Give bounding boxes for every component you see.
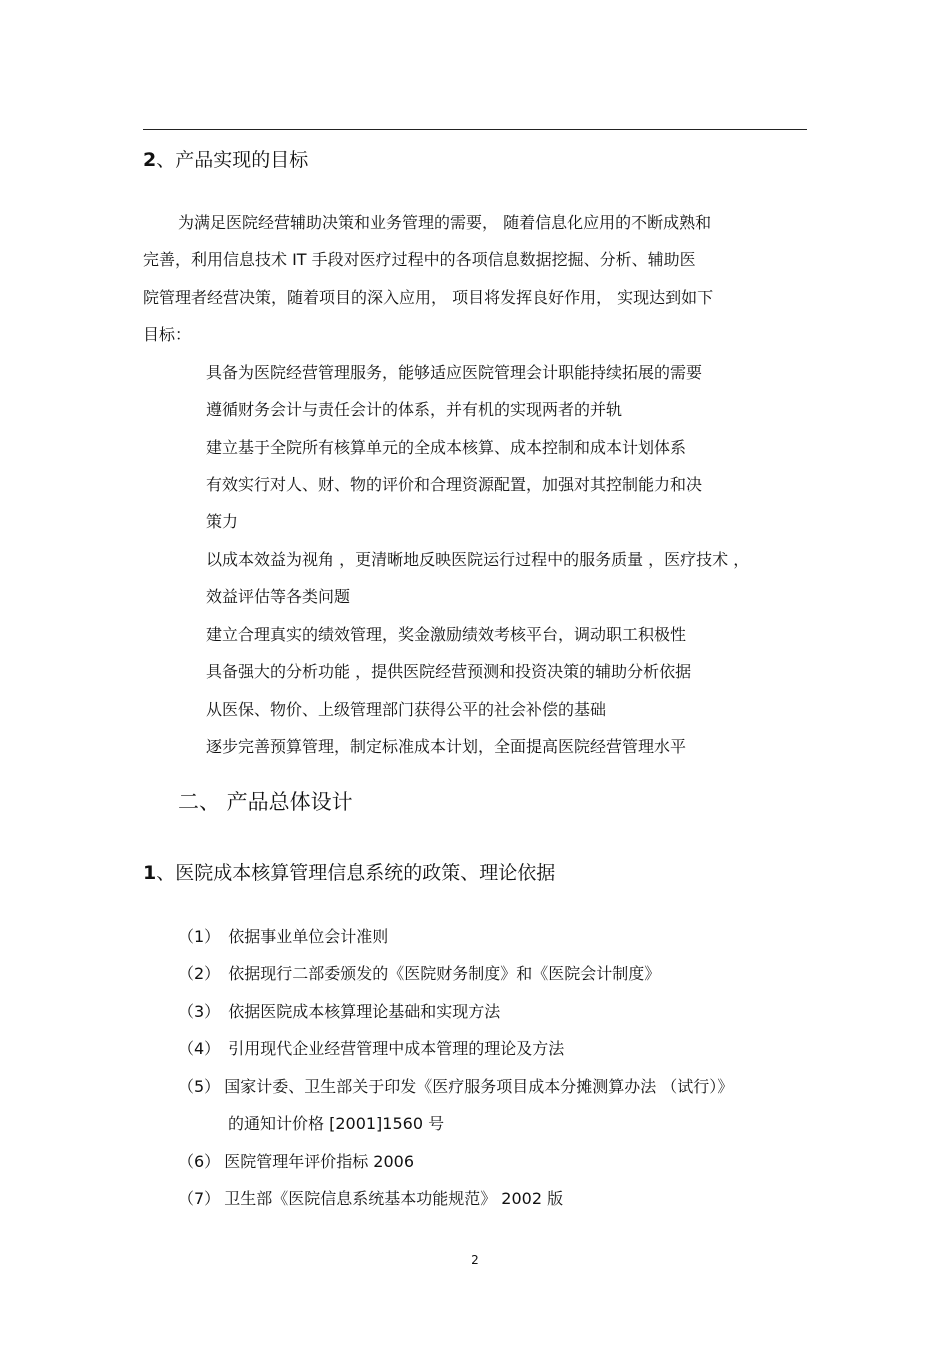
intro-line-4: 目标： xyxy=(143,325,192,344)
basis-text: 医院管理年评价指标 2006 xyxy=(224,1152,414,1171)
goal-5: 以成本效益为视角 ，更清晰地反映医院运行过程中的服务质量 ，医疗技术 ， xyxy=(206,550,750,569)
basis-number: （3） xyxy=(178,1002,221,1021)
basis-item-3 xyxy=(178,999,500,1022)
page-number: 2 xyxy=(471,1253,479,1267)
chapter-2-heading: 二、 产品总体设计 xyxy=(178,790,353,814)
basis-text: 依据医院成本核算理论基础和实现方法 xyxy=(228,1002,501,1021)
basis-text: 卫生部《医院信息系统基本功能规范》 2002 版 xyxy=(224,1189,564,1208)
intro-line-2: 完善，利用信息技术 IT 手段对医疗过程中的各项信息数据挖掘、分析、辅助医 xyxy=(143,250,696,269)
section-1-number: 1 xyxy=(143,862,157,884)
goal-4-cont: 策力 xyxy=(206,512,239,531)
basis-text: 依据现行二部委颁发的《医院财务制度》和《医院会计制度》 xyxy=(228,964,661,983)
goal-9: 逐步完善预算管理，制定标准成本计划，全面提高医院经营管理水平 xyxy=(206,737,687,756)
goal-4: 有效实行对人、财、物的评价和合理资源配置，加强对其控制能力和决 xyxy=(206,475,703,494)
intro-line-3: 院管理者经营决策，随着项目的深入应用， 项目将发挥良好作用， 实现达到如下 xyxy=(143,288,714,307)
basis-text: 引用现代企业经营管理中成本管理的理论及方法 xyxy=(228,1039,565,1058)
basis-text: 依据事业单位会计准则 xyxy=(228,927,389,946)
section-2-number: 2 xyxy=(143,149,157,171)
intro-line-1: 为满足医院经营辅助决策和业务管理的需要， 随着信息化应用的不断成熟和 xyxy=(178,213,712,232)
basis-number: （4） xyxy=(178,1039,221,1058)
section-2-title: 、产品实现的目标 xyxy=(156,149,309,171)
header-rule xyxy=(143,129,807,130)
basis-text: 国家计委、卫生部关于印发《医疗服务项目成本分摊测算办法 （试行）》 xyxy=(224,1077,734,1096)
goal-5-cont: 效益评估等各类问题 xyxy=(206,587,351,606)
goal-6: 建立合理真实的绩效管理，奖金激励绩效考核平台，调动职工积极性 xyxy=(206,625,687,644)
goal-1: 具备为医院经营管理服务，能够适应医院管理会计职能持续拓展的需要 xyxy=(206,363,703,382)
section-2-heading xyxy=(143,145,308,172)
goal-2: 遵循财务会计与责任会计的体系，并有机的实现两者的并轨 xyxy=(206,400,623,419)
basis-number: （7） xyxy=(178,1189,221,1208)
basis-item-2 xyxy=(178,961,660,984)
basis-item-7 xyxy=(178,1186,563,1209)
basis-number: （6） xyxy=(178,1152,221,1171)
basis-item-4 xyxy=(178,1036,564,1059)
basis-item-1 xyxy=(178,924,388,947)
basis-item-5 xyxy=(178,1074,733,1097)
basis-item-6 xyxy=(178,1149,414,1172)
basis-item-5-cont: 的通知计价格 [2001]1560 号 xyxy=(228,1114,445,1133)
basis-number: （5） xyxy=(178,1077,221,1096)
goal-8: 从医保、物价、上级管理部门获得公平的社会补偿的基础 xyxy=(206,700,607,719)
section-1-heading xyxy=(143,858,555,885)
goal-3: 建立基于全院所有核算单元的全成本核算、成本控制和成本计划体系 xyxy=(206,438,687,457)
goal-7: 具备强大的分析功能 ，提供医院经营预测和投资决策的辅助分析依据 xyxy=(206,662,692,681)
basis-number: （2） xyxy=(178,964,221,983)
section-1-title: 、医院成本核算管理信息系统的政策、理论依据 xyxy=(156,862,556,884)
basis-number: （1） xyxy=(178,927,221,946)
